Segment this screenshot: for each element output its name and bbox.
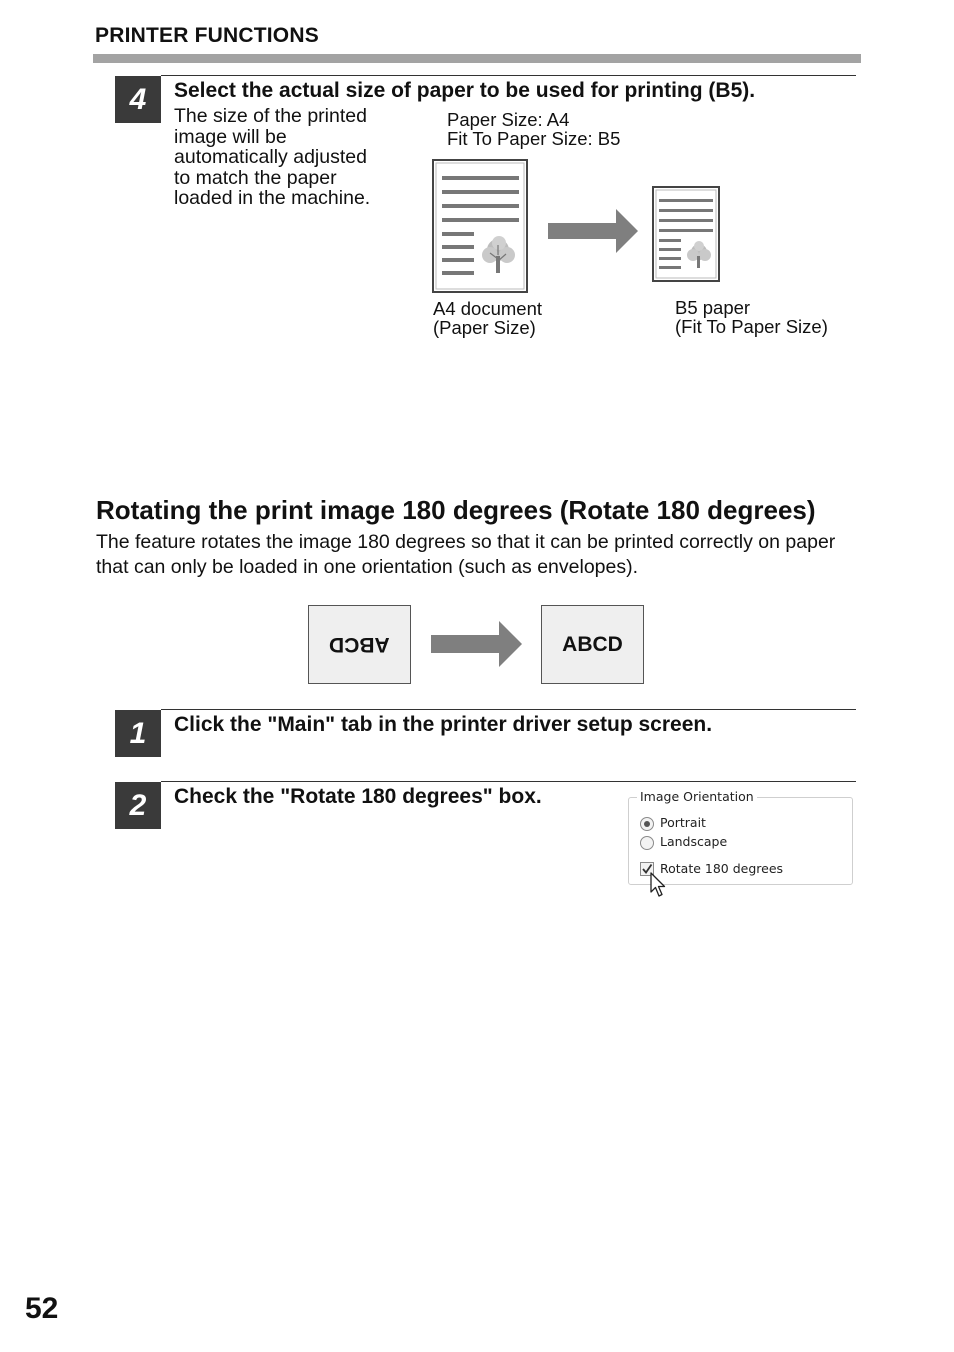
- landscape-radio[interactable]: [640, 836, 654, 850]
- portrait-radio[interactable]: [640, 817, 654, 831]
- mouse-pointer-icon: [650, 872, 668, 898]
- upright-sample-text: ABCD: [562, 633, 623, 656]
- section-divider-bar: [93, 54, 861, 63]
- step-4-badge: 4: [115, 76, 161, 123]
- rotate-180-label[interactable]: Rotate 180 degrees: [660, 861, 784, 876]
- step-2-badge: 2: [115, 782, 161, 829]
- step-4-title: Select the actual size of paper to be used for printing (B5).: [174, 79, 756, 102]
- rotated-sample-text: ABCD: [329, 633, 390, 656]
- step-2-rule: [161, 781, 856, 782]
- page-number: 52: [25, 1292, 59, 1325]
- step-1-title: Click the "Main" tab in the printer driver setup screen.: [174, 713, 713, 736]
- a4-document-caption: A4 document (Paper Size): [433, 298, 543, 338]
- step-4-description: The size of the printed image will be automatically adjusted to match the paper loaded in the machine.: [174, 105, 371, 209]
- a4-document-icon: [432, 159, 528, 293]
- arrow-right-icon: [548, 209, 640, 253]
- image-orientation-legend: Image Orientation: [637, 789, 757, 804]
- section-heading: Rotating the print image 180 degrees (Rotate 180 degrees): [96, 495, 816, 525]
- step-4-rule: [161, 75, 856, 76]
- upright-sample-box: [541, 605, 644, 684]
- rotate-arrow-icon: [431, 621, 523, 667]
- b5-paper-icon: [652, 186, 720, 282]
- b5-paper-caption: B5 paper (Fit To Paper Size): [675, 297, 828, 337]
- step-1-badge: 1: [115, 710, 161, 757]
- landscape-label[interactable]: Landscape: [660, 834, 728, 849]
- section-label: PRINTER FUNCTIONS: [95, 24, 319, 47]
- rotated-sample-box: [308, 605, 411, 684]
- step-2-title: Check the "Rotate 180 degrees" box.: [174, 785, 542, 808]
- section-intro: The feature rotates the image 180 degrees so that it can be printed correctly on paper that can only be loaded in one orientation (such as envelopes).: [96, 531, 836, 578]
- portrait-label[interactable]: Portrait: [660, 815, 706, 830]
- paper-settings-text: Paper Size: A4 Fit To Paper Size: B5: [447, 109, 621, 149]
- image-orientation-group: [628, 789, 853, 885]
- step-1-rule: [161, 709, 856, 710]
